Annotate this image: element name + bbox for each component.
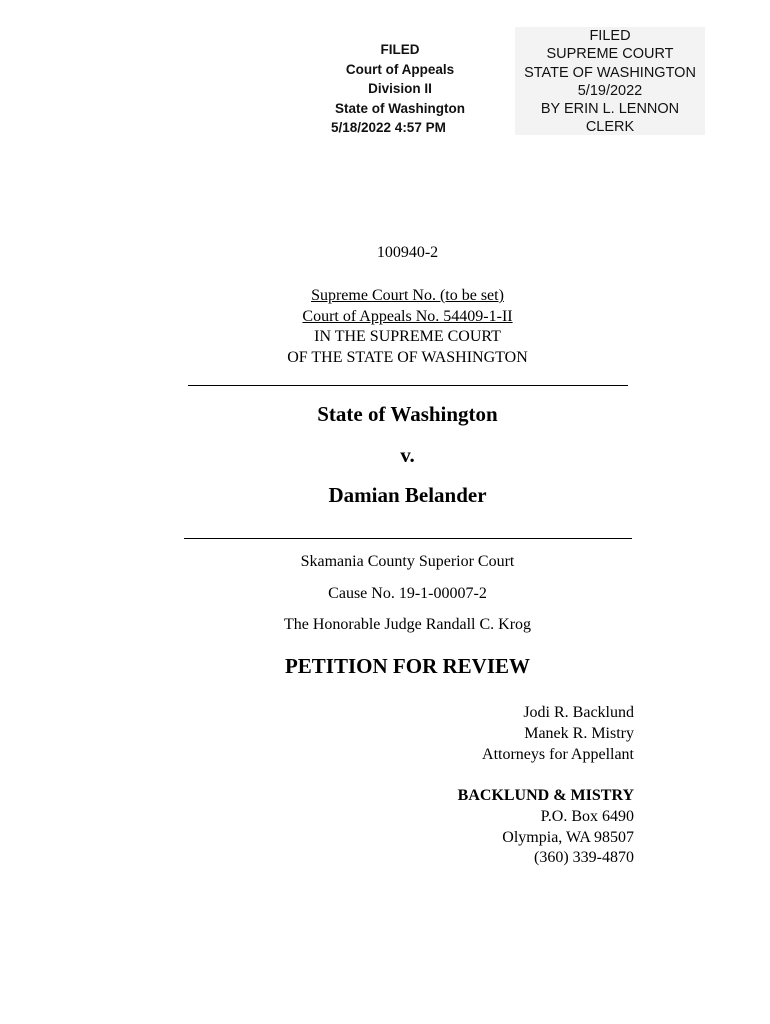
divider-line bbox=[188, 385, 628, 386]
judge-name: The Honorable Judge Randall C. Krog bbox=[283, 616, 532, 633]
attorney-block bbox=[482, 703, 634, 765]
document-number: 100940-2 bbox=[376, 244, 439, 261]
firm-city: Olympia, WA 98507 bbox=[502, 828, 634, 846]
defendant-name: Damian Belander bbox=[328, 483, 487, 507]
stamp-clerk-by: BY ERIN L. LENNON bbox=[540, 101, 680, 118]
attorney-role: Attorneys for Appellant bbox=[482, 745, 634, 763]
court-heading-line-2: OF THE STATE OF WASHINGTON bbox=[287, 348, 528, 366]
firm-phone: (360) 339-4870 bbox=[534, 849, 634, 867]
stamp-clerk-title: CLERK bbox=[585, 119, 635, 136]
attorney-name: Jodi R. Backlund bbox=[523, 704, 634, 721]
lower-court-name: Skamania County Superior Court bbox=[300, 553, 515, 570]
versus-label: v. bbox=[400, 443, 415, 467]
stamp-filed-label: FILED bbox=[380, 42, 420, 57]
court-of-appeals-filed-stamp bbox=[322, 40, 478, 138]
stamp-filed-label: FILED bbox=[589, 28, 631, 44]
court-heading-line-1: IN THE SUPREME COURT bbox=[314, 328, 501, 345]
court-of-appeals-number: Court of Appeals No. 54409-1-II bbox=[302, 307, 513, 325]
plaintiff-name: State of Washington bbox=[317, 402, 498, 426]
firm-address-block bbox=[458, 786, 634, 869]
firm-po-box: P.O. Box 6490 bbox=[540, 807, 634, 825]
firm-name: BACKLUND & MISTRY bbox=[457, 787, 634, 804]
case-caption bbox=[0, 286, 770, 368]
divider-line bbox=[184, 538, 632, 539]
stamp-state: STATE OF WASHINGTON bbox=[524, 64, 696, 81]
stamp-date: 5/19/2022 bbox=[577, 82, 643, 99]
stamp-court-name: SUPREME COURT bbox=[546, 46, 674, 63]
cause-number: Cause No. 19-1-00007-2 bbox=[328, 585, 487, 602]
stamp-datetime: 5/18/2022 4:57 PM bbox=[331, 120, 446, 136]
stamp-division: Division II bbox=[368, 81, 432, 97]
supreme-court-filed-stamp bbox=[515, 27, 705, 135]
stamp-state: State of Washington bbox=[335, 100, 465, 116]
attorney-name: Manek R. Mistry bbox=[524, 724, 634, 742]
stamp-court-name: Court of Appeals bbox=[345, 61, 455, 77]
document-title: PETITION FOR REVIEW bbox=[284, 654, 531, 678]
supreme-court-number: Supreme Court No. (to be set) bbox=[311, 287, 504, 304]
